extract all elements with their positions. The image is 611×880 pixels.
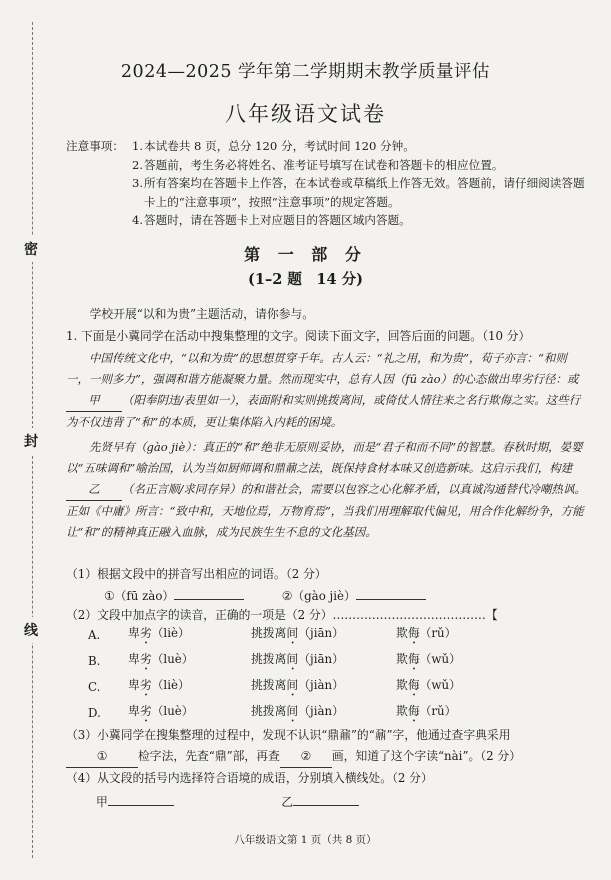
- notes-section: [66, 137, 586, 230]
- activity-intro: [66, 304, 586, 324]
- note-number: 4.: [132, 213, 144, 227]
- binding-char-xian: 线: [24, 617, 38, 643]
- passage-text: 中国传统文化中，“以和为贵”的思想贯穿千年。古人云：“礼之用，和为贵”，荀子亦言：“和则一，一则多力”，强调和谐方能凝聚力量。然而现实中，总有人因（fū zào）的心态做出卑劣行径：或: [66, 351, 579, 386]
- note-text: 答题时，请在答题卡上对应题目的答题区域内答题。: [144, 213, 411, 227]
- blank-jia: 甲: [66, 390, 122, 412]
- pinyin-fuzao: ①（fū zào）: [104, 589, 175, 603]
- note-text: 答题前，考生务必将姓名、准考证号填写在试卷和答题卡的相应位置。: [144, 157, 504, 172]
- pinyin-gaojie: ②（gào jiè）: [281, 589, 356, 603]
- notes-label: 注意事项：: [66, 139, 124, 153]
- exam-year-title: 2024—2025 学年第二学期期末教学质量评估: [120, 62, 491, 82]
- note-text: 本试卷共 8 页，总分 120 分，考试时间 120 分钟。: [144, 139, 415, 153]
- option-c[interactable]: C. 卑劣（liè） 挑拨离间（jiàn） 欺侮（wǔ）: [88, 677, 461, 694]
- subquestion-3-text: 画，知道了这个字读“nài”。（2 分）: [331, 749, 522, 763]
- label-yi: 乙: [281, 795, 294, 809]
- subquestion-4-prompt: （4）从文段的括号内选择符合语境的成语，分别填入横线处。（2 分）: [66, 771, 433, 785]
- passage-text: （阳奉阴违/表里如一），表面附和实则挑拨离间，或倚仗人情往来之名行欺侮之实。这些行为不仅违背了“和”的本质，更让集体陷入内耗的困境。: [66, 393, 581, 429]
- part-range: (1–2 题 14 分): [248, 271, 363, 288]
- exam-subject-title: 八年级语文试卷: [225, 102, 386, 126]
- answer-blank-jia[interactable]: [108, 805, 174, 806]
- subquestion-3-text: 检字法，先查“鼎”部，再查: [138, 749, 280, 763]
- subquestion-1-prompt: （1）根据文段中的拼音写出相应的词语。（2 分）: [66, 567, 327, 581]
- intro-text: 学校开展“以和为贵”主题活动，请你参与。: [89, 307, 315, 321]
- option-b[interactable]: B. 卑劣（luè） 挑拨离间（jiān） 欺侮（wǔ）: [88, 651, 461, 668]
- passage-paragraph-1: [66, 348, 586, 433]
- subquestion-4: [66, 768, 586, 812]
- note-number: 1.: [132, 139, 144, 153]
- passage-paragraph-2: [66, 437, 586, 543]
- note-number: 2.: [132, 157, 144, 172]
- note-number: 3.: [132, 176, 144, 190]
- option-letter: C.: [88, 680, 101, 694]
- answer-blank-1[interactable]: [174, 599, 244, 600]
- option-letter: B.: [88, 654, 101, 668]
- answer-blank-yi[interactable]: [293, 805, 359, 806]
- subquestion-3-text: （3）小冀同学在搜集整理的过程中，发现不认识“鼎鼐”的“鼐”字，他通过查字典采用: [66, 728, 511, 742]
- note-text: 所有答案均在答题卡上作答，在本试卷或草稿纸上作答无效。答题前，请仔细阅读答题卡上的“注意事项”，按照“注意事项”的规定答题。: [144, 176, 585, 209]
- subquestion-2-prompt: （2）文段中加点字的读音，正确的一项是（2 分）…………………………………【: [66, 608, 498, 622]
- subquestion-3: [66, 725, 586, 768]
- binding-char-mi: 密: [24, 236, 38, 262]
- option-a[interactable]: A. 卑劣（liè） 挑拨离间（jiān） 欺侮（rǔ）: [88, 625, 457, 642]
- option-letter: A.: [88, 628, 101, 642]
- answer-blank-2[interactable]: [356, 599, 426, 600]
- passage-text: 先贤早有（gào jiè）：真正的“和”绝非无原则妥协，而是“君子和而不同”的智慧。春秋时期，晏婴以“五味调和”喻治国，认为当如厨师调和鼎鼐之法，既保持食材本味又创造新味。这启示我们，构建: [66, 440, 583, 475]
- question-1: 1. 下面是小冀同学在活动中搜集整理的文字。阅读下面文字，回答后面的问题。（10 分）: [66, 329, 531, 343]
- subquestion-2-options: [88, 622, 461, 726]
- part-title: 第 一 部 分: [244, 245, 367, 264]
- option-d[interactable]: D. 卑劣（luè） 挑拨离间（jiàn） 欺侮（rǔ）: [88, 703, 457, 720]
- blank-yi: 乙: [66, 479, 122, 501]
- passage-text: （名正言顺/求同存异）的和谐社会，需要以包容之心化解矛盾，以真诚沟通替代冷嘲热讽。正如《中庸》所言：“致中和，天地位焉，万物育焉”，当我们用理解取代偏见，用合作化解纷争，方能让“和”的精神真正融入血脉，成为民族生生不息的文化基因。: [66, 482, 586, 539]
- page-footer: 八年级语文第 1 页（共 8 页）: [234, 834, 377, 846]
- binding-char-feng: 封: [24, 428, 38, 454]
- blank-2[interactable]: ②: [280, 746, 332, 768]
- label-jia: 甲: [96, 795, 108, 809]
- subquestion-1: [66, 564, 586, 606]
- option-letter: D.: [88, 706, 101, 720]
- blank-1[interactable]: ①: [66, 746, 138, 768]
